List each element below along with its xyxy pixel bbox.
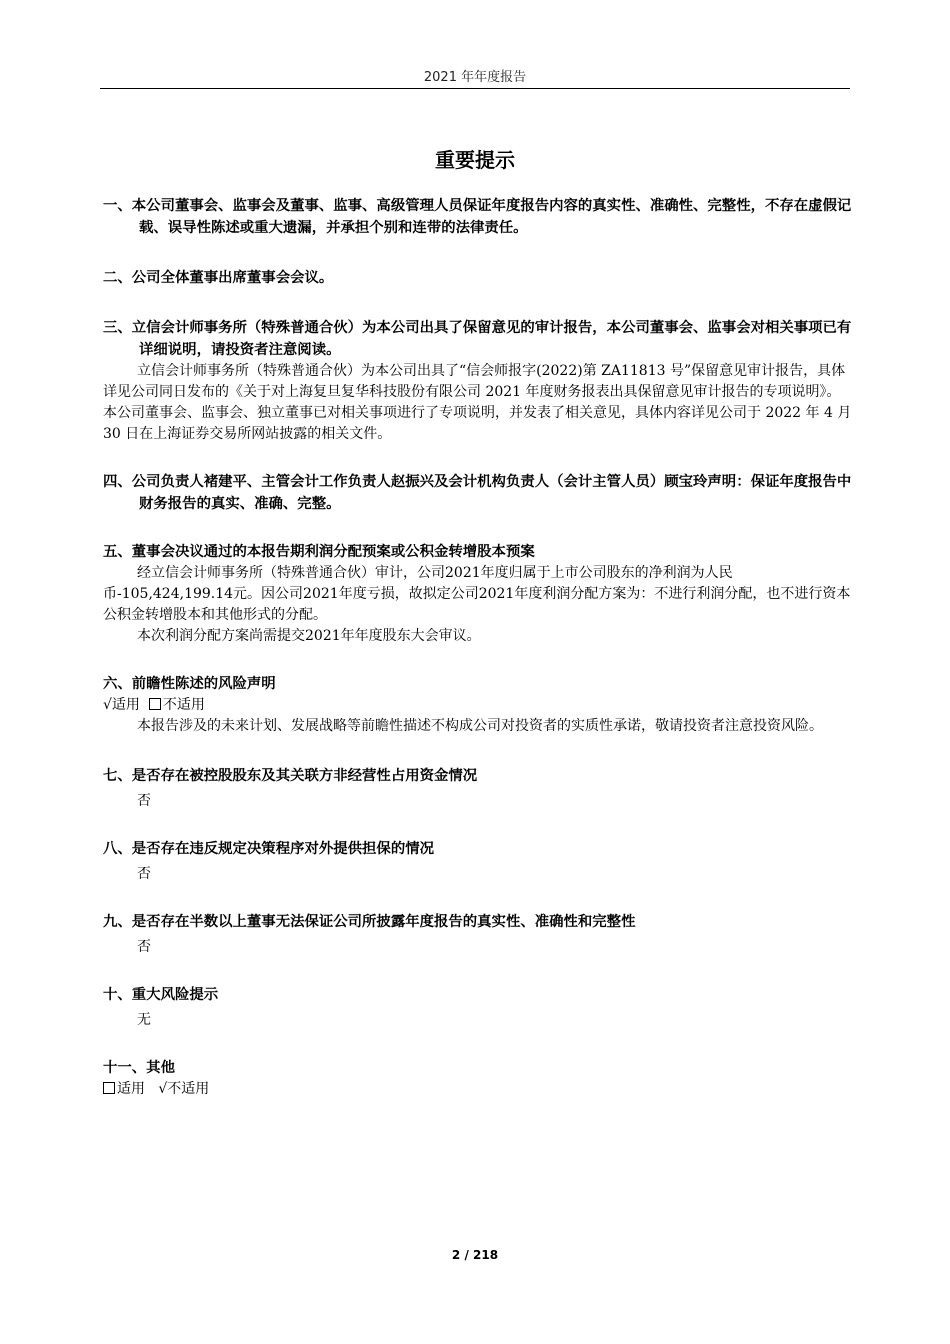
page-header: 2021 年年度报告 xyxy=(423,70,527,85)
header-divider xyxy=(100,88,850,89)
checkbox-icon xyxy=(103,1082,115,1094)
document-body xyxy=(103,195,853,1100)
section-7-heading: 七、是否存在被控股股东及其关联方非经营性占用资金情况 xyxy=(103,768,478,784)
section-1-heading: 一、本公司董事会、监事会及董事、监事、高级管理人员保证年度报告内容的真实性、准确性、完整性，不存在虚假记载、误导性陈述或重大遗漏，并承担个别和连带的法律责任。 xyxy=(103,198,852,236)
section-3-heading: 三、立信会计师事务所（特殊普通合伙）为本公司出具了保留意见的审计报告，本公司董事会、监事会对相关事项已有详细说明，请投资者注意阅读。 xyxy=(103,320,852,358)
checkbox-icon xyxy=(149,698,161,710)
not-applicable-checked-label: √不适用 xyxy=(158,1081,210,1097)
section-3 xyxy=(103,317,853,445)
page-title: 重要提示 xyxy=(435,148,515,172)
section-10-heading: 十、重大风险提示 xyxy=(103,987,219,1003)
section-5-heading: 五、董事会决议通过的本报告期利润分配预案或公积金转增股本预案 xyxy=(103,544,535,560)
section-7 xyxy=(103,765,853,812)
section-5-note: 本次利润分配方案尚需提交2021年年度股东大会审议。 xyxy=(137,628,481,644)
section-11-applicability xyxy=(103,1079,853,1100)
section-10-answer: 无 xyxy=(137,1012,151,1028)
section-10 xyxy=(103,984,853,1031)
section-6 xyxy=(103,673,853,737)
section-4-heading: 四、公司负责人褚建平、主管会计工作负责人赵振兴及会计机构负责人（会计主管人员）顾宝玲声明：保证年度报告中财务报告的真实、准确、完整。 xyxy=(103,474,852,512)
section-2 xyxy=(103,267,853,289)
section-9 xyxy=(103,911,853,958)
section-6-heading: 六、前瞻性陈述的风险声明 xyxy=(103,676,276,692)
section-3-body: 立信会计师事务所（特殊普通合伙）为本公司出具了“信会师报字(2022)第 ZA11813 号”保留意见审计报告，具体详见公司同日发布的《关于对上海复旦复华科技股份有限公司 2021 年度财务报表出具保留意见审计报告的专项说明》。本公司董事会、监事会、独立董事已对相关事项进行了专项说明，并发表了相关意见，具体内容详见公司于 2022 年 4 月 30 日在上海证券交易所网站披露的相关文件。 xyxy=(103,363,852,442)
section-9-answer: 否 xyxy=(137,939,151,955)
section-1 xyxy=(103,195,853,239)
section-6-applicability xyxy=(103,695,853,716)
not-applicable-label: 不适用 xyxy=(162,697,205,713)
section-2-heading: 二、公司全体董事出席董事会会议。 xyxy=(103,270,334,286)
section-9-heading: 九、是否存在半数以上董事无法保证公司所披露年度报告的真实性、准确性和完整性 xyxy=(103,914,636,930)
section-8 xyxy=(103,838,853,885)
section-6-body: 本报告涉及的未来计划、发展战略等前瞻性描述不构成公司对投资者的实质性承诺，敬请投资者注意投资风险。 xyxy=(137,718,823,734)
applicable-checked-label: √适用 xyxy=(103,697,140,713)
section-8-answer: 否 xyxy=(137,866,151,882)
section-11 xyxy=(103,1057,853,1100)
applicable-label: 适用 xyxy=(117,1081,145,1097)
page-number: 2 / 218 xyxy=(451,1248,499,1262)
section-5 xyxy=(103,541,853,647)
section-11-heading: 十一、其他 xyxy=(103,1060,175,1076)
section-4 xyxy=(103,471,853,515)
section-7-answer: 否 xyxy=(137,793,151,809)
section-8-heading: 八、是否存在违反规定决策程序对外提供担保的情况 xyxy=(103,841,434,857)
section-5-body: 经立信会计师事务所（特殊普通合伙）审计，公司2021年度归属于上市公司股东的净利润为人民币-105,424,199.14元。因公司2021年度亏损，故拟定公司2021年度利润分配方案为：不进行利润分配，也不进行资本公积金转增股本和其他形式的分配。 xyxy=(103,565,851,623)
